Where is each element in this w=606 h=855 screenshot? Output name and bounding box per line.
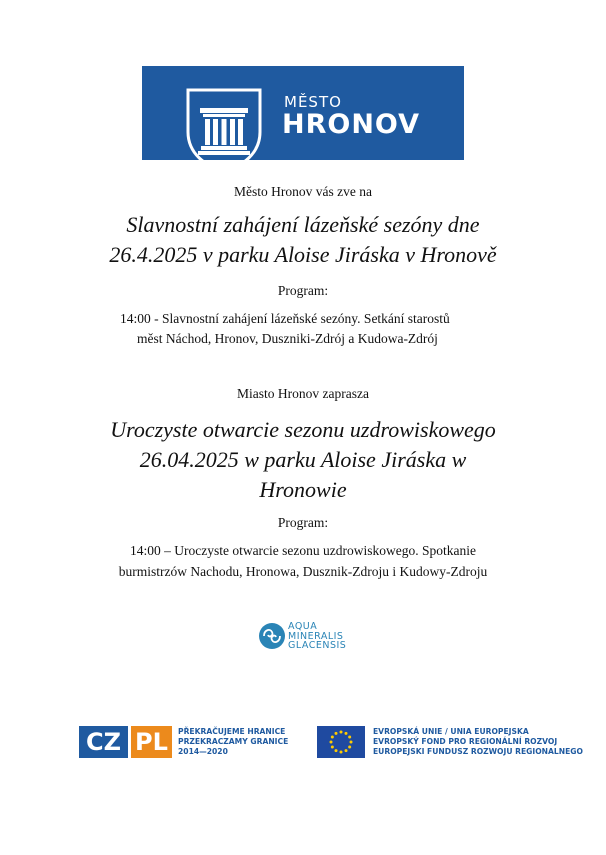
eu-caption xyxy=(373,727,583,757)
eu-star xyxy=(335,749,338,752)
polish-program-line1: 14:00 – Uroczyste otwarcie sezonu uzdrowiskowego. Spotkanie xyxy=(129,543,477,558)
czpl-caption xyxy=(178,727,288,757)
logo-text-mesto: MĚSTO xyxy=(284,93,342,111)
czech-heading-line1: Slavnostní zahájení lázeňské sezóny dne xyxy=(126,212,480,237)
czpl-logo-pl: PL xyxy=(131,726,172,758)
eu-star xyxy=(348,746,351,749)
city-crest-icon xyxy=(186,88,262,174)
city-logo-banner xyxy=(142,66,464,160)
aqua-text-line1: AQUA xyxy=(288,621,318,632)
polish-program-line2: burmistrzów Nachodu, Hronowa, Dusznik-Zdroju i Kudowy-Zdroju xyxy=(118,564,488,579)
eu-star xyxy=(330,741,333,744)
polish-heading-line1: Uroczyste otwarcie sezonu uzdrowiskowego xyxy=(110,417,496,442)
eu-star xyxy=(331,736,334,739)
eu-star xyxy=(335,732,338,735)
czpl-caption-line3: 2014—2020 xyxy=(178,747,228,756)
eu-star xyxy=(348,736,351,739)
aqua-text-line2: MINERALIS xyxy=(288,630,344,642)
polish-heading-line2: 26.04.2025 w parku Aloise Jiráska w xyxy=(139,447,467,472)
eu-caption-line3: EUROPEJSKI FUNDUSZ ROZWOJU REGIONALNEGO xyxy=(373,747,583,756)
czech-invite: Město Hronov vás zve na xyxy=(234,184,372,199)
czpl-logo-cz: CZ xyxy=(79,726,128,758)
eu-star xyxy=(350,741,353,744)
eu-star xyxy=(340,751,343,754)
eu-star xyxy=(345,749,348,752)
eu-caption-line2: EVROPSKÝ FOND PRO REGIONÁLNÍ ROZVOJ xyxy=(373,737,558,746)
aqua-swirl-icon xyxy=(258,622,286,650)
aqua-mineralis-logo xyxy=(258,620,378,654)
eu-star xyxy=(340,731,343,734)
eu-star xyxy=(345,732,348,735)
aqua-text-line3: GLACENSIS xyxy=(288,640,347,651)
eu-stars-icon xyxy=(317,726,365,758)
polish-program-label: Program: xyxy=(277,515,329,530)
polish-invite: Miasto Hronov zaprasza xyxy=(237,386,369,401)
czech-program-line1: 14:00 - Slavnostní zahájení lázeňské sezóny. Setkání starostů xyxy=(120,311,450,326)
czech-program-label: Program: xyxy=(277,283,329,298)
eu-star xyxy=(331,746,334,749)
czpl-caption-line2: PRZEKRACZAMY GRANICE xyxy=(178,737,289,746)
czpl-caption-line1: PŘEKRAČUJEME HRANICE xyxy=(178,727,286,736)
czpl-logo xyxy=(79,726,172,758)
czech-program-line2: měst Náchod, Hronov, Duszniki-Zdrój a Kudowa-Zdrój xyxy=(137,331,438,346)
logo-text-hronov: HRONOV xyxy=(282,109,421,140)
eu-flag-icon xyxy=(317,726,365,758)
polish-heading-line3: Hronowie xyxy=(259,477,347,502)
eu-caption-line1: EVROPSKÁ UNIE / UNIA EUROPEJSKA xyxy=(373,727,529,736)
czech-heading-line2: 26.4.2025 v parku Aloise Jiráska v Hronově xyxy=(109,242,497,267)
